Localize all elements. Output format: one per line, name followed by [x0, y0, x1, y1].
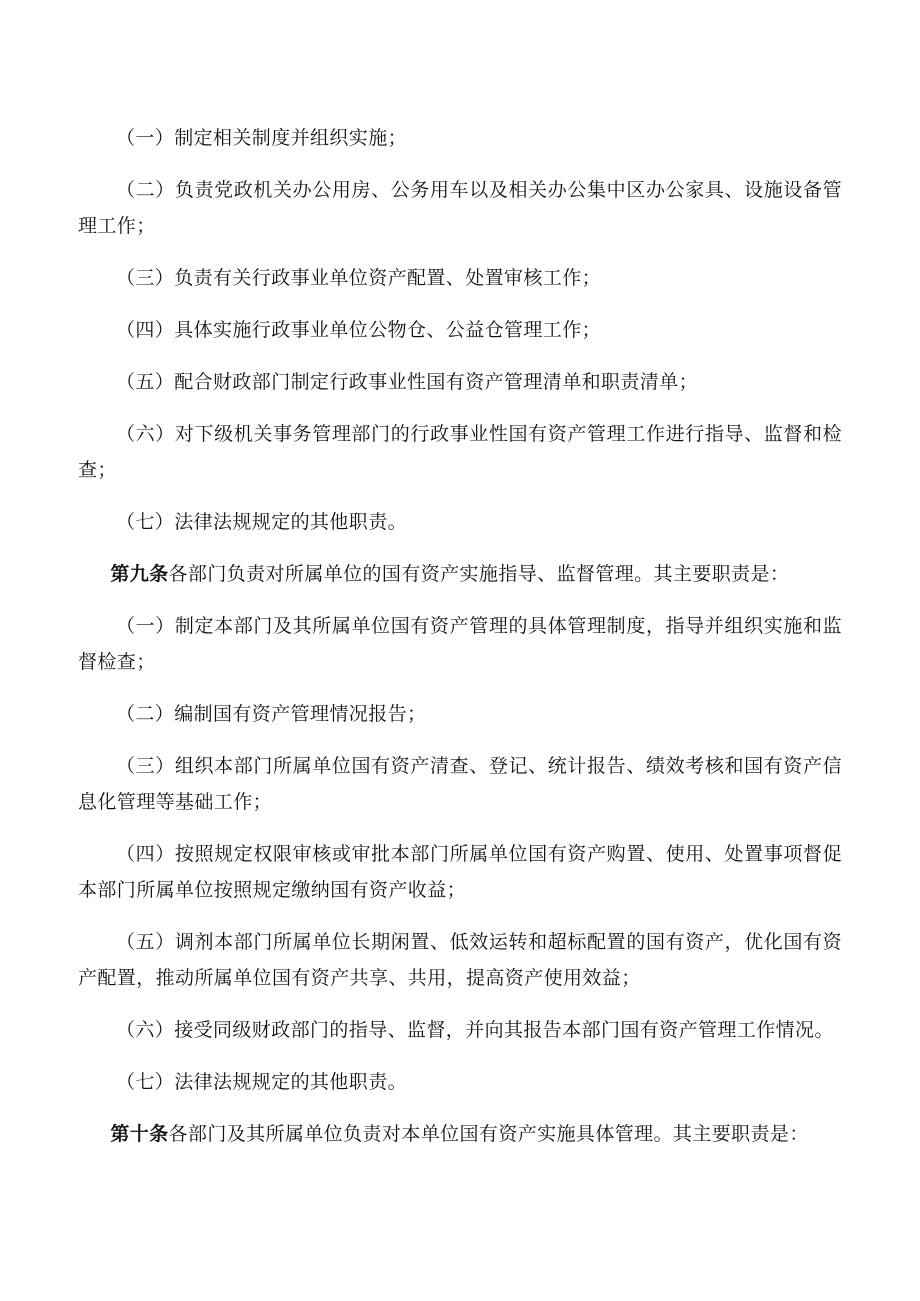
article-9-clause-6: （六）接受同级财政部门的指导、监督，并向其报告本部门国有资产管理工作情况。 — [116, 1019, 834, 1041]
article-9 — [72, 556, 842, 592]
clause-4: （四）具体实施行政事业单位公物仓、公益仓管理工作； — [116, 319, 602, 341]
article-9-clause-1: （一）制定本部门及其所属单位国有资产管理的具体管理制度，指导并组织实施和监督检查； — [78, 615, 842, 673]
clause-6: （六）对下级机关事务管理部门的行政事业性国有资产管理工作进行指导、监督和检查； — [78, 423, 842, 481]
article-9-clause-4: （四）按照规定权限审核或审批本部门所属单位国有资产购置、使用、处置事项督促本部门所属单位按照规定缴纳国有资产收益； — [78, 843, 842, 901]
clause-7: （七）法律法规规定的其他职责。 — [116, 511, 408, 533]
article-10 — [72, 1116, 842, 1152]
article-9-clause-2: （二）编制国有资产管理情况报告； — [116, 703, 427, 725]
article-10-text: 各部门及其所属单位负责对本单位国有资产实施具体管理。其主要职责是： — [168, 1123, 809, 1145]
clause-1: （一）制定相关制度并组织实施； — [116, 127, 408, 149]
article-10-head: 第十条 — [110, 1123, 169, 1145]
article-9-text: 各部门负责对所属单位的国有资产实施指导、监督管理。其主要职责是： — [168, 563, 790, 585]
clause-3: （三）负责有关行政事业单位资产配置、处置审核工作； — [116, 267, 602, 289]
article-9-clause-5: （五）调剂本部门所属单位长期闲置、低效运转和超标配置的国有资产，优化国有资产配置，推动所属单位国有资产共享、共用，提高资产使用效益； — [78, 931, 842, 989]
article-9-head: 第九条 — [110, 563, 169, 585]
article-9-clause-3: （三）组织本部门所属单位国有资产清查、登记、统计报告、绩效考核和国有资产信息化管理等基础工作； — [78, 755, 842, 813]
clause-5: （五）配合财政部门制定行政事业性国有资产管理清单和职责清单； — [116, 371, 699, 393]
clause-2: （二）负责党政机关办公用房、公务用车以及相关办公集中区办公家具、设施设备管理工作； — [78, 179, 842, 237]
article-9-clause-7: （七）法律法规规定的其他职责。 — [116, 1071, 408, 1093]
